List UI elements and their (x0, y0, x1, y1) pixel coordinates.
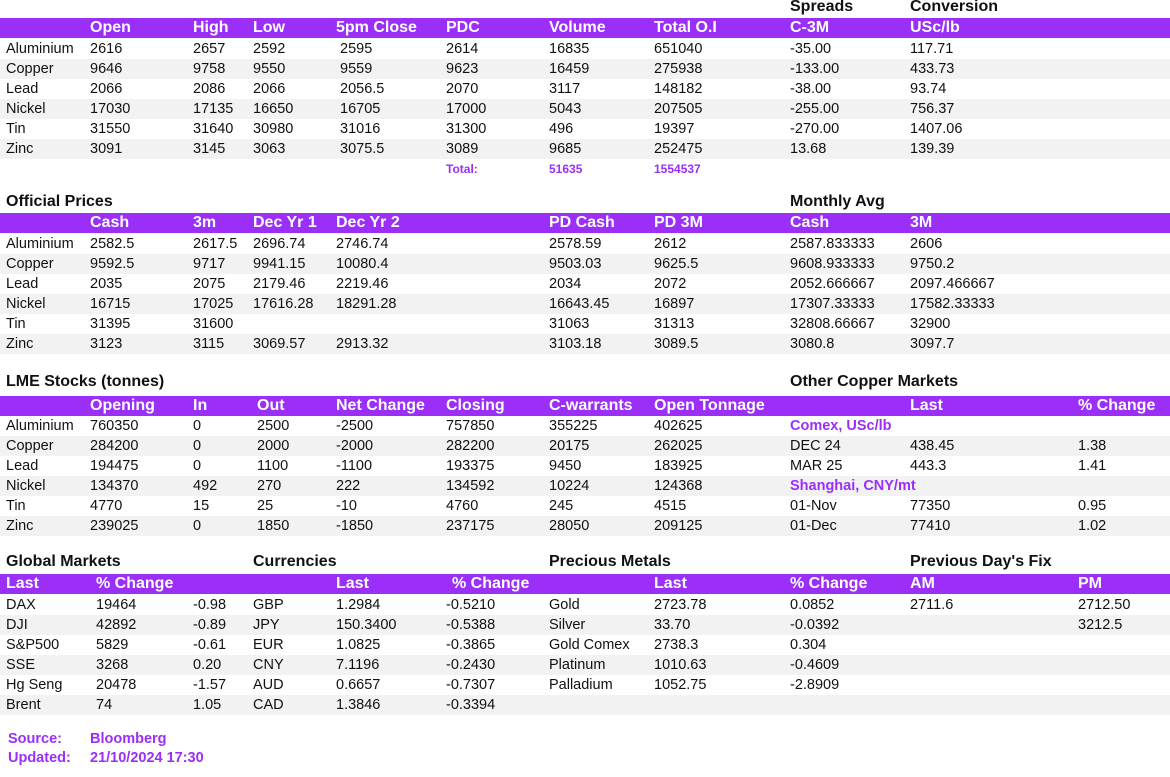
top-cell: -270.00 (790, 121, 840, 137)
currency-code: GBP (253, 597, 284, 613)
updated-value: 21/10/2024 17:30 (90, 750, 204, 766)
official-prices-title: Official Prices (6, 193, 113, 210)
stocks-cell: 134370 (90, 478, 139, 494)
total-label: Total: (446, 162, 478, 176)
currency-code: JPY (253, 617, 280, 633)
top-cell: 17000 (446, 101, 487, 117)
stocks-cell: 193375 (446, 458, 495, 474)
market-name: DJI (6, 617, 28, 633)
stocks-cell: 10224 (549, 478, 590, 494)
stocks-cell: 0 (193, 518, 202, 534)
official-cell: 9503.03 (549, 256, 602, 272)
top-cell: 3089 (446, 141, 479, 157)
copper-last: 77350 (910, 498, 951, 514)
spreads-super-header: Spreads (790, 0, 854, 15)
metal-name: Copper (6, 438, 54, 454)
official-cell: 2913.32 (336, 336, 389, 352)
top-cell: 16705 (340, 101, 381, 117)
stocks-cell: 402625 (654, 418, 703, 434)
currency-code: CAD (253, 697, 284, 713)
copper-last: 77410 (910, 518, 951, 534)
top-cell: 17135 (193, 101, 234, 117)
metal-name: Tin (6, 121, 26, 137)
metal-name: Tin (6, 316, 26, 332)
copper-change: 0.95 (1078, 498, 1107, 514)
copper-market-group-label: Comex, USc/lb (790, 418, 892, 434)
market-change: 1.05 (193, 697, 222, 713)
official-cell: 17582.33333 (910, 296, 995, 312)
stocks-col-header: C-warrants (549, 397, 633, 414)
copper-contract-label: MAR 25 (790, 458, 843, 474)
market-last: 20478 (96, 677, 137, 693)
global-col-header: Last (6, 575, 39, 592)
market-change: -1.57 (193, 677, 227, 693)
stocks-cell: 0 (193, 438, 202, 454)
top-cell: 756.37 (910, 101, 955, 117)
official-cell: 2617.5 (193, 236, 238, 252)
official-cell: 31600 (193, 316, 234, 332)
precious-change: 0.0852 (790, 597, 835, 613)
official-cell: 18291.28 (336, 296, 397, 312)
precious-name: Palladium (549, 677, 613, 693)
metal-name: Aluminium (6, 418, 74, 434)
metal-name: Lead (6, 81, 39, 97)
top-cell: 31300 (446, 121, 487, 137)
official-col-header: 3m (193, 214, 217, 231)
other-copper-title: Other Copper Markets (790, 373, 959, 390)
top-cell: 252475 (654, 141, 703, 157)
stocks-cell: -2000 (336, 438, 374, 454)
currency-change: -0.3865 (446, 637, 496, 653)
precious-col-header: Last (654, 575, 687, 592)
currency-code: EUR (253, 637, 284, 653)
copper-contract-label: 01-Dec (790, 518, 837, 534)
top-cell: 9550 (253, 61, 286, 77)
stocks-cell: 209125 (654, 518, 703, 534)
stocks-cell: 4515 (654, 498, 687, 514)
top-cell: 19397 (654, 121, 695, 137)
top-cell: 275938 (654, 61, 703, 77)
top-cell: 433.73 (910, 61, 955, 77)
official-cell: 2696.74 (253, 236, 306, 252)
fix-col-header: PM (1078, 575, 1102, 592)
top-cell: 3117 (549, 81, 581, 97)
copper-change: 1.02 (1078, 518, 1107, 534)
top-col-header: PDC (446, 19, 480, 36)
official-cell: 32808.66667 (790, 316, 875, 332)
stocks-cell: 28050 (549, 518, 590, 534)
precious-change: -2.8909 (790, 677, 840, 693)
metal-name: Zinc (6, 141, 34, 157)
official-cell: 9608.933333 (790, 256, 875, 272)
top-cell: 31640 (193, 121, 234, 137)
top-cell: 2066 (253, 81, 286, 97)
metal-name: Copper (6, 256, 54, 272)
official-cell: 31063 (549, 316, 590, 332)
stocks-cell: 0 (193, 418, 202, 434)
currency-last: 1.3846 (336, 697, 381, 713)
top-cell: 148182 (654, 81, 703, 97)
official-cell: 2034 (549, 276, 582, 292)
total-volume: 51635 (549, 162, 583, 176)
stocks-cell: 1850 (257, 518, 290, 534)
stocks-cell: 282200 (446, 438, 495, 454)
official-cell: 32900 (910, 316, 951, 332)
stocks-cell: 183925 (654, 458, 703, 474)
stocks-cell: 25 (257, 498, 274, 514)
other-copper-col-header: Last (910, 397, 943, 414)
top-cell: 93.74 (910, 81, 947, 97)
official-cell: 2582.5 (90, 236, 135, 252)
currency-change: -0.5210 (446, 597, 496, 613)
top-cell: 2614 (446, 41, 479, 57)
stocks-cell: 492 (193, 478, 218, 494)
top-cell: 3063 (253, 141, 286, 157)
currency-change: -0.2430 (446, 657, 496, 673)
official-cell: 3115 (193, 336, 225, 352)
market-name: Brent (6, 697, 41, 713)
currency-last: 0.6657 (336, 677, 381, 693)
market-last: 3268 (96, 657, 129, 673)
total-oi: 1554537 (654, 162, 701, 176)
stocks-cell: 9450 (549, 458, 582, 474)
top-cell: 2592 (253, 41, 286, 57)
top-cell: 651040 (654, 41, 703, 57)
stocks-cell: 0 (193, 458, 202, 474)
currency-change: -0.5388 (446, 617, 496, 633)
metal-name: Aluminium (6, 236, 74, 252)
top-cell: -35.00 (790, 41, 832, 57)
currency-change: -0.7307 (446, 677, 496, 693)
top-cell: 117.71 (910, 41, 954, 57)
fix-pm: 3212.5 (1078, 617, 1123, 633)
stocks-cell: 20175 (549, 438, 590, 454)
official-cell: 3103.18 (549, 336, 602, 352)
market-change: -0.61 (193, 637, 227, 653)
official-cell: 10080.4 (336, 256, 389, 272)
row-stripe (0, 139, 1170, 159)
stocks-col-header: In (193, 397, 208, 414)
top-cell: 9758 (193, 61, 226, 77)
stocks-cell: 237175 (446, 518, 495, 534)
top-cell: 9623 (446, 61, 479, 77)
currencies-col-header: % Change (452, 575, 530, 592)
top-cell: 16650 (253, 101, 294, 117)
top-cell: 16835 (549, 41, 590, 57)
stocks-col-header: Net Change (336, 397, 425, 414)
official-cell: 9941.15 (253, 256, 306, 272)
official-col-header: Dec Yr 2 (336, 214, 400, 231)
top-cell: -255.00 (790, 101, 840, 117)
market-name: SSE (6, 657, 36, 673)
official-col-header: 3M (910, 214, 933, 231)
official-cell: 2587.833333 (790, 236, 875, 252)
copper-change: 1.41 (1078, 458, 1107, 474)
top-cell: 139.39 (910, 141, 955, 157)
top-cell: 17030 (90, 101, 131, 117)
stocks-cell: 2000 (257, 438, 290, 454)
precious-name: Gold Comex (549, 637, 630, 653)
stocks-cell: 134592 (446, 478, 495, 494)
market-last: 19464 (96, 597, 137, 613)
top-col-header: Volume (549, 19, 606, 36)
currency-last: 7.1196 (336, 657, 380, 673)
metal-name: Tin (6, 498, 26, 514)
top-cell: 3075.5 (340, 141, 385, 157)
copper-market-group-label: Shanghai, CNY/mt (790, 478, 916, 494)
metal-name: Aluminium (6, 41, 74, 57)
official-cell: 3097.7 (910, 336, 955, 352)
top-cell: 2056.5 (340, 81, 385, 97)
stocks-col-header: Open Tonnage (654, 397, 765, 414)
market-last: 5829 (96, 637, 129, 653)
top-cell: 2086 (193, 81, 226, 97)
market-last: 42892 (96, 617, 137, 633)
top-cell: 31550 (90, 121, 131, 137)
metal-name: Zinc (6, 336, 34, 352)
precious-change: 0.304 (790, 637, 827, 653)
top-col-header: Total O.I (654, 19, 717, 36)
updated-label: Updated: (8, 750, 71, 766)
global-markets-title: Global Markets (6, 553, 121, 570)
top-cell: 2066 (90, 81, 123, 97)
monthly-avg-title: Monthly Avg (790, 193, 885, 210)
metal-name: Nickel (6, 101, 46, 117)
stocks-cell: 262025 (654, 438, 703, 454)
fix-am: 2711.6 (910, 597, 954, 613)
stocks-cell: 1100 (257, 458, 289, 474)
official-col-header: Dec Yr 1 (253, 214, 317, 231)
conversion-super-header: Conversion (910, 0, 999, 15)
top-cell: 5043 (549, 101, 582, 117)
stocks-cell: 124368 (654, 478, 703, 494)
top-cell: 16459 (549, 61, 590, 77)
stocks-cell: -2500 (336, 418, 374, 434)
stocks-cell: -1100 (336, 458, 373, 474)
row-stripe (0, 99, 1170, 119)
official-cell: 17616.28 (253, 296, 314, 312)
market-name: Hg Seng (6, 677, 63, 693)
official-cell: 2072 (654, 276, 687, 292)
official-cell: 3080.8 (790, 336, 835, 352)
stocks-cell: -10 (336, 498, 357, 514)
top-cell: 9646 (90, 61, 123, 77)
official-cell: 2097.466667 (910, 276, 995, 292)
top-cell: 207505 (654, 101, 703, 117)
precious-metals-title: Precious Metals (549, 553, 671, 570)
top-cell: 30980 (253, 121, 294, 137)
top-cell: 9685 (549, 141, 582, 157)
top-cell: 2595 (340, 41, 373, 57)
other-copper-col-header: % Change (1078, 397, 1156, 414)
stocks-cell: 4760 (446, 498, 479, 514)
market-change: -0.89 (193, 617, 227, 633)
fix-col-header: AM (910, 575, 935, 592)
precious-name: Gold (549, 597, 580, 613)
top-cell: 9559 (340, 61, 373, 77)
official-col-header: Cash (90, 214, 130, 231)
global-col-header: % Change (96, 575, 174, 592)
official-cell: 2746.74 (336, 236, 389, 252)
market-change: 0.20 (193, 657, 222, 673)
stocks-col-header: Out (257, 397, 285, 414)
top-cell: 2070 (446, 81, 479, 97)
precious-col-header: % Change (790, 575, 868, 592)
official-cell: 2578.59 (549, 236, 602, 252)
official-cell: 9625.5 (654, 256, 699, 272)
top-cell: 3145 (193, 141, 226, 157)
stocks-col-header: Closing (446, 397, 505, 414)
top-cell: -133.00 (790, 61, 840, 77)
official-cell: 3123 (90, 336, 123, 352)
top-cell: 2616 (90, 41, 123, 57)
stocks-cell: 355225 (549, 418, 598, 434)
official-col-header: Cash (790, 214, 830, 231)
stocks-cell: -1850 (336, 518, 374, 534)
stocks-cell: 4770 (90, 498, 123, 514)
market-change: -0.98 (193, 597, 227, 613)
official-cell: 3089.5 (654, 336, 699, 352)
currency-last: 1.0825 (336, 637, 381, 653)
stocks-cell: 284200 (90, 438, 139, 454)
metal-name: Lead (6, 276, 39, 292)
official-cell: 9717 (193, 256, 226, 272)
lme-stocks-title: LME Stocks (tonnes) (6, 373, 165, 390)
currencies-title: Currencies (253, 553, 337, 570)
currency-change: -0.3394 (446, 697, 496, 713)
metal-name: Lead (6, 458, 39, 474)
stocks-cell: 194475 (90, 458, 139, 474)
official-cell: 2612 (654, 236, 687, 252)
official-cell: 2035 (90, 276, 123, 292)
stocks-cell: 760350 (90, 418, 139, 434)
top-col-header: 5pm Close (336, 19, 417, 36)
precious-last: 33.70 (654, 617, 691, 633)
official-col-header: PD 3M (654, 214, 703, 231)
precious-name: Platinum (549, 657, 606, 673)
precious-change: -0.0392 (790, 617, 840, 633)
top-cell: 13.68 (790, 141, 827, 157)
currencies-col-header: Last (336, 575, 369, 592)
precious-last: 2723.78 (654, 597, 707, 613)
stocks-col-header: Opening (90, 397, 155, 414)
precious-last: 1010.63 (654, 657, 707, 673)
official-cell: 3069.57 (253, 336, 306, 352)
official-cell: 2179.46 (253, 276, 306, 292)
bottom-header-band (0, 574, 1170, 594)
copper-contract-label: DEC 24 (790, 438, 841, 454)
stocks-cell: 757850 (446, 418, 495, 434)
top-cell: 1407.06 (910, 121, 963, 137)
copper-last: 438.45 (910, 438, 955, 454)
stocks-cell: 2500 (257, 418, 290, 434)
official-cell: 9750.2 (910, 256, 955, 272)
stocks-cell: 222 (336, 478, 361, 494)
stocks-cell: 15 (193, 498, 210, 514)
currency-last: 1.2984 (336, 597, 381, 613)
metal-name: Nickel (6, 478, 46, 494)
official-cell: 9592.5 (90, 256, 135, 272)
fix-pm: 2712.50 (1078, 597, 1131, 613)
official-cell: 16897 (654, 296, 695, 312)
stocks-cell: 239025 (90, 518, 139, 534)
official-cell: 2075 (193, 276, 226, 292)
official-cell: 16643.45 (549, 296, 610, 312)
copper-change: 1.38 (1078, 438, 1107, 454)
precious-last: 2738.3 (654, 637, 699, 653)
metal-name: Nickel (6, 296, 46, 312)
top-cell: -38.00 (790, 81, 832, 97)
market-name: S&P500 (6, 637, 60, 653)
official-cell: 2219.46 (336, 276, 389, 292)
stocks-cell: 245 (549, 498, 574, 514)
official-cell: 17307.33333 (790, 296, 875, 312)
copper-contract-label: 01-Nov (790, 498, 837, 514)
previous-fix-title: Previous Day's Fix (910, 553, 1052, 570)
metal-name: Copper (6, 61, 54, 77)
top-cell: 2657 (193, 41, 226, 57)
official-cell: 2052.666667 (790, 276, 875, 292)
precious-change: -0.4609 (790, 657, 840, 673)
currency-code: AUD (253, 677, 284, 693)
copper-last: 443.3 (910, 458, 947, 474)
top-col-header: C-3M (790, 19, 830, 36)
row-stripe (0, 695, 1170, 715)
metal-name: Zinc (6, 518, 34, 534)
market-name: DAX (6, 597, 36, 613)
stocks-cell: 270 (257, 478, 282, 494)
top-col-header: Low (253, 19, 285, 36)
top-col-header: High (193, 19, 229, 36)
currency-code: CNY (253, 657, 284, 673)
source-value: Bloomberg (90, 731, 167, 747)
top-col-header: USc/lb (910, 19, 960, 36)
top-cell: 31016 (340, 121, 381, 137)
top-cell: 3091 (90, 141, 123, 157)
source-label: Source: (8, 731, 62, 747)
official-cell: 16715 (90, 296, 131, 312)
official-cell: 2606 (910, 236, 943, 252)
top-cell: 496 (549, 121, 574, 137)
official-col-header: PD Cash (549, 214, 615, 231)
precious-name: Silver (549, 617, 586, 633)
precious-last: 1052.75 (654, 677, 707, 693)
official-cell: 31395 (90, 316, 131, 332)
official-cell: 17025 (193, 296, 234, 312)
official-cell: 31313 (654, 316, 695, 332)
market-last: 74 (96, 697, 113, 713)
currency-last: 150.3400 (336, 617, 397, 633)
top-col-header: Open (90, 19, 131, 36)
